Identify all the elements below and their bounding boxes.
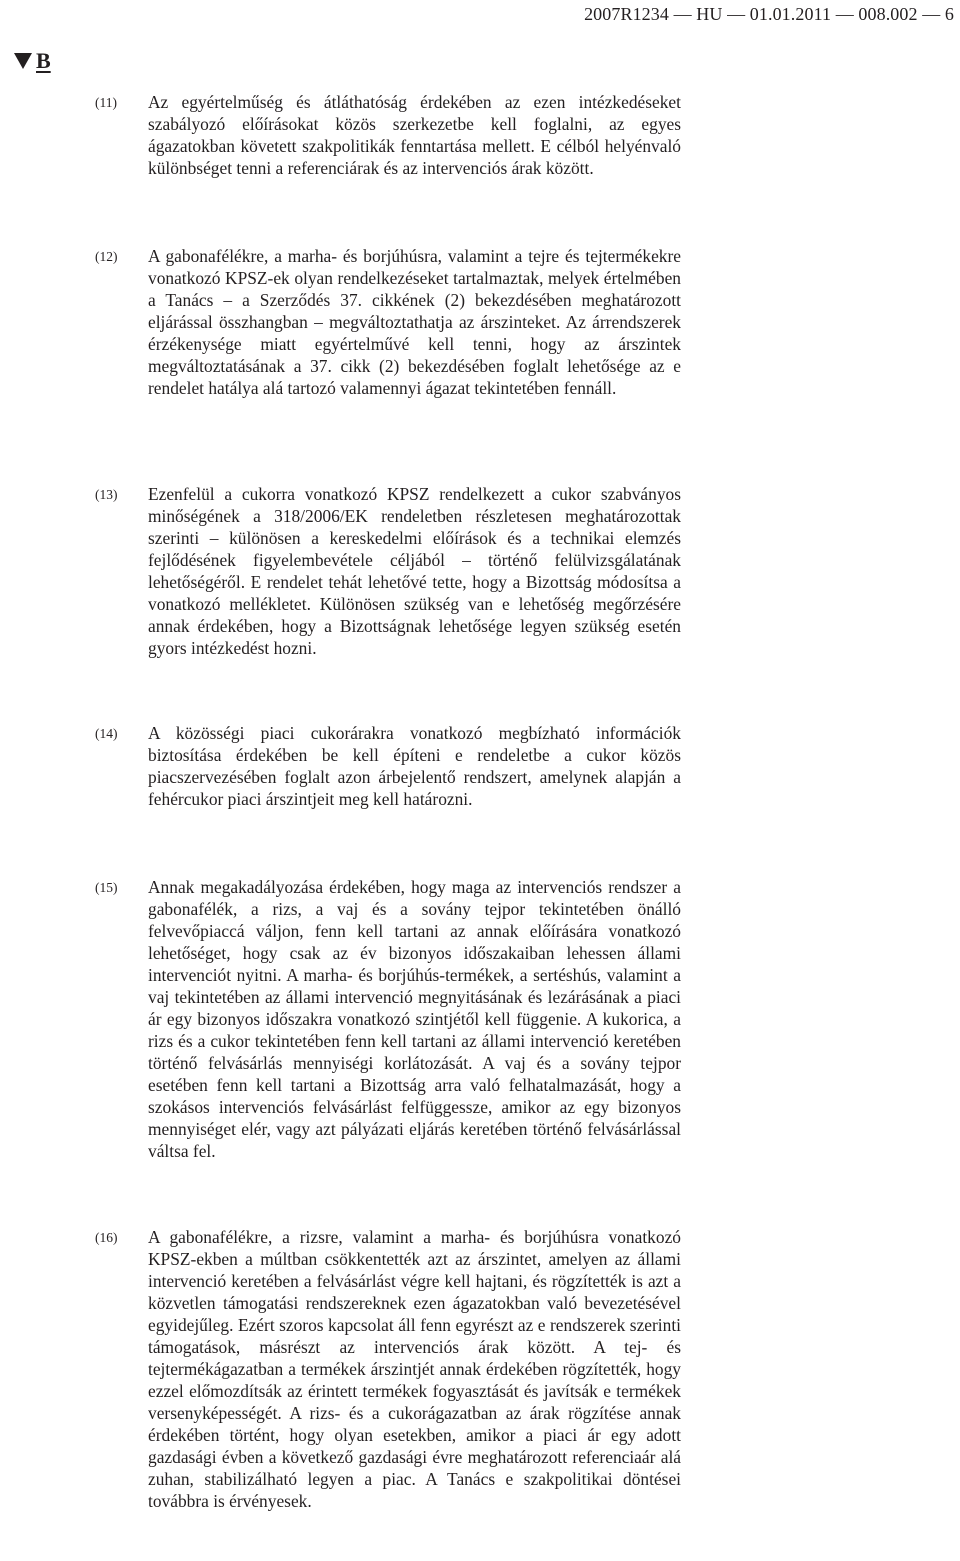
recital-15 xyxy=(95,876,681,1162)
recital-text: A közösségi piaci cukorárakra vonatkozó megbízható információk biztosítása érdekében be kell építeni e rendeletbe a cukor közös piacszervezésében foglalt azon árbejelentő rendszert, amelynek alapján a fehércukor piaci árszintjeit meg kell határozni. xyxy=(148,723,681,809)
recital-16 xyxy=(95,1226,681,1512)
recital-text: Az egyértelműség és átláthatóság érdekében az ezen intézkedéseket szabályozó előírásokat közös szerkezetbe kell foglalni, az egyes ágazatokban követett szakpolitikák fenntartása mellett. E célból helyénvaló különbséget tenni a referenciárak és az intervenciós árak között. xyxy=(148,92,681,178)
recital-number: (16) xyxy=(95,1230,118,1245)
recital-number: (11) xyxy=(95,95,117,110)
recital-12 xyxy=(95,245,681,399)
recital-number: (12) xyxy=(95,249,118,264)
recital-number: (13) xyxy=(95,487,118,502)
down-triangle-icon xyxy=(14,53,32,69)
source-marker-label: B xyxy=(36,48,51,73)
document-reference: 2007R1234 — HU — 01.01.2011 — 008.002 — 6 xyxy=(584,4,954,24)
recital-text: A gabonafélékre, a marha- és borjúhúsra, valamint a tejre és tejtermékekre vonatkozó KPSZ-ek olyan rendelkezéseket tartalmaztak, melyek értelmében a Tanács – a Szerződés 37. cikkének (2) bekezdésében meghatározott eljárással összhangban – megváltoztathatja az árszinteket. Az árrendszerek érzékenysége miatt egyértelművé kell tenni, hogy az árszintek megváltoztatásának a 37. cikk (2) bekezdésében foglalt lehetősége az e rendelet hatálya alá tartozó valamennyi ágazat tekintetében fennáll. xyxy=(148,246,681,398)
running-header xyxy=(584,4,954,25)
recital-number: (15) xyxy=(95,880,118,895)
recital-13 xyxy=(95,483,681,659)
source-marker xyxy=(14,48,51,74)
recital-14 xyxy=(95,722,681,810)
recital-11 xyxy=(95,91,681,179)
recital-text: A gabonafélékre, a rizsre, valamint a marha- és borjúhúsra vonatkozó KPSZ-ekben a múltban csökkentették azt az árszintet, amelyen az állami intervenció keretében a felvásárlást végre kell hajtani, és rögzítették is azt a közvetlen támogatási rendszereknek ezen ágazatokban való bevezetésével egyidejűleg. Ezért szoros kapcsolat áll fenn egyrészt az e rendszerek szerinti támogatások, másrészt az intervenciós árak között. A tej- és tejtermékágazatban a termékek árszintjét annak érdekében rögzítették, hogy ezzel előmozdítsák az érintett termékek fogyasztását és javítsák e termékek versenyképességét. A rizs- és a cukorágazatban az árak rögzítése annak érdekében történt, hogy olyan esetekben, amikor a piaci ár egy adott gazdasági évben a következő gazdasági évre meghatározott referenciaár alá zuhan, stabilizálható legyen a piac. A Tanács e szakpolitikai döntései továbbra is érvényesek. xyxy=(148,1227,681,1511)
recital-text: Annak megakadályozása érdekében, hogy maga az intervenciós rendszer a gabonafélék, a rizs, a vaj és a sovány tejpor tekintetében önálló felvevőpiaccá váljon, fenn kell tartani az annak előírására vonatkozó lehetőséget, hogy csak az év bizonyos időszakaiban lehessen állami intervenciót nyitni. A marha- és borjúhús-termékek, a sertéshús, valamint a vaj tekintetében az állami intervenció megnyitásának és lezárásának a piaci ár egy bizonyos időszakra vonatkozó szintjétől kell függenie. A kukorica, a rizs és a cukor tekintetében fenn kell tartani az állami intervenció keretében történő felvásárlás mennyiségi korlátozását. A vaj és a sovány tejpor esetében fenn kell tartani a Bizottság arra való felhatalmazását, hogy a szokásos intervenciós felvásárlást felfüggessze, amikor az egy bizonyos mennyiséget elér, vagy azt pályázati eljárás keretében történő felvásárlással váltsa fel. xyxy=(148,877,681,1161)
recital-number: (14) xyxy=(95,726,118,741)
recital-text: Ezenfelül a cukorra vonatkozó KPSZ rendelkezett a cukor szabványos minőségének a 318/2006/EK rendeletben részletesen meghatározottak szerinti – különösen a kereskedelmi előírások és a technikai elemzés fejlődésének figyelembevétele céljából – történő felülvizsgálatának lehetőségéről. E rendelet tehát lehetővé tette, hogy a Bizottság módosítsa a vonatkozó mellékletet. Különösen szükség van e lehetőség megőrzésére annak érdekében, hogy a Bizottságnak lehetősége legyen szükség esetén gyors intézkedést hozni. xyxy=(148,484,681,658)
